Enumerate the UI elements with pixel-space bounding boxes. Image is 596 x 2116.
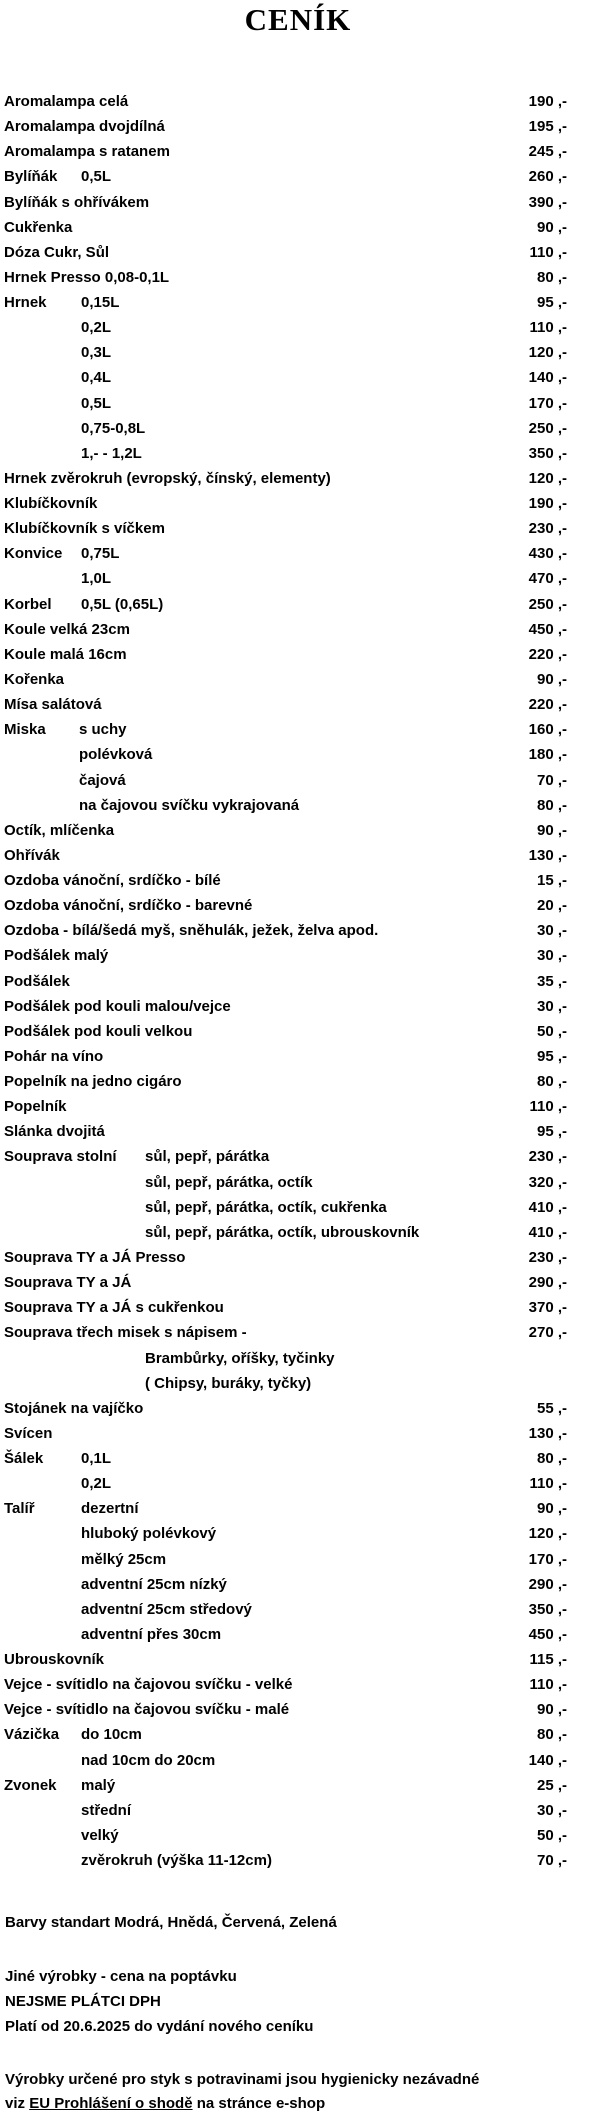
price-row xyxy=(0,1095,596,1119)
item-name: Dóza Cukr, Sůl xyxy=(4,243,110,261)
price-row xyxy=(0,517,596,541)
item-price: 50 ,- xyxy=(536,1022,567,1040)
colors-note: Barvy standart Modrá, Hnědá, Červená, Zelená xyxy=(5,1914,337,1931)
price-row xyxy=(0,1648,596,1672)
link-prefix: viz xyxy=(5,2095,26,2112)
eu-declaration-line xyxy=(5,2092,325,2116)
item-price: 110 ,- xyxy=(529,243,567,261)
item-price: 120 ,- xyxy=(528,469,567,487)
price-row xyxy=(0,392,596,416)
item-price: 110 ,- xyxy=(529,1676,567,1694)
price-row xyxy=(0,1548,596,1572)
item-variant: čajová xyxy=(79,771,126,789)
price-row xyxy=(0,542,596,566)
price-row xyxy=(0,944,596,968)
price-row xyxy=(0,869,596,893)
item-variant: 1,0L xyxy=(81,570,112,588)
item-price: 120 ,- xyxy=(528,1525,567,1543)
item-price: 55 ,- xyxy=(536,1399,567,1417)
item-price: 170 ,- xyxy=(528,1550,567,1568)
item-name: Ohřívák xyxy=(4,846,60,864)
item-name: Aromalampa celá xyxy=(4,93,129,110)
price-row xyxy=(0,1723,596,1747)
item-variant: 0,3L xyxy=(81,344,112,362)
price-row xyxy=(0,1623,596,1647)
item-price: 350 ,- xyxy=(528,1600,567,1618)
item-variant: 0,75-0,8L xyxy=(81,419,146,437)
item-name: Konvice xyxy=(4,545,63,563)
price-row xyxy=(0,316,596,340)
item-variant: 0,2L xyxy=(81,1475,112,1493)
item-variant: sůl, pepř, párátka, octík xyxy=(145,1173,313,1191)
item-price: 70 ,- xyxy=(536,1852,567,1870)
price-row xyxy=(0,1372,596,1396)
price-row xyxy=(0,442,596,466)
item-price: 250 ,- xyxy=(528,419,567,437)
price-row xyxy=(0,1749,596,1773)
item-price: 270 ,- xyxy=(528,1324,567,1342)
item-price: 95 ,- xyxy=(536,1123,567,1141)
item-name: Ozdoba - bílá/šedá myš, sněhulák, ježek, želva apod. xyxy=(4,922,379,940)
price-row xyxy=(0,165,596,189)
price-row xyxy=(0,216,596,240)
item-name: Souprava TY a JÁ Presso xyxy=(4,1248,186,1266)
item-name: Vejce - svítidlo na čajovou svíčku - malé xyxy=(4,1701,290,1719)
item-price: 90 ,- xyxy=(536,1701,567,1719)
item-name: Souprava stolní xyxy=(4,1148,117,1166)
price-row xyxy=(0,618,596,642)
item-name: Šálek xyxy=(4,1450,44,1468)
item-price: 220 ,- xyxy=(528,696,567,714)
price-row xyxy=(0,1196,596,1220)
item-name: Hrnek xyxy=(4,294,47,312)
item-price: 290 ,- xyxy=(528,1274,567,1292)
item-price: 110 ,- xyxy=(529,1475,567,1493)
item-variant: 0,5L (0,65L) xyxy=(81,595,164,613)
item-price: 50 ,- xyxy=(536,1826,567,1844)
price-row xyxy=(0,1472,596,1496)
item-name: Talíř xyxy=(4,1500,35,1518)
item-price: 250 ,- xyxy=(528,595,567,613)
item-price: 95 ,- xyxy=(536,294,567,312)
price-row xyxy=(0,1824,596,1848)
item-name: Souprava třech misek s nápisem - xyxy=(4,1324,247,1342)
item-name: Klubíčkovník xyxy=(4,495,98,513)
price-row xyxy=(0,894,596,918)
item-variant: Brambůrky, oříšky, tyčinky xyxy=(145,1349,335,1367)
item-name: Svícen xyxy=(4,1424,53,1442)
item-price: 230 ,- xyxy=(528,520,567,538)
price-row xyxy=(0,115,596,139)
price-row xyxy=(0,1296,596,1320)
item-price: 25 ,- xyxy=(536,1776,567,1794)
item-price: 30 ,- xyxy=(536,1801,567,1819)
item-price: 195 ,- xyxy=(528,118,567,136)
item-price: 230 ,- xyxy=(528,1148,567,1166)
item-price: 80 ,- xyxy=(536,1073,567,1091)
price-row xyxy=(0,567,596,591)
price-row xyxy=(0,1271,596,1295)
item-price: 90 ,- xyxy=(536,218,567,236)
price-row xyxy=(0,191,596,215)
item-name: Mísa salátová xyxy=(4,696,102,714)
item-name: Aromalampa s ratanem xyxy=(4,143,170,161)
other-products-note: Jiné výrobky - cena na poptávku xyxy=(5,1968,237,1985)
item-price: 70 ,- xyxy=(536,771,567,789)
item-price: 410 ,- xyxy=(528,1223,567,1241)
item-price: 190 ,- xyxy=(528,495,567,513)
price-row xyxy=(0,718,596,742)
item-name: Bylíňák s ohřívákem xyxy=(4,193,150,211)
item-variant: nad 10cm do 20cm xyxy=(81,1751,216,1769)
item-price: 90 ,- xyxy=(536,821,567,839)
item-variant: mělký 25cm xyxy=(81,1550,167,1568)
item-price: 260 ,- xyxy=(528,168,567,186)
item-price: 120 ,- xyxy=(528,344,567,362)
item-price: 430 ,- xyxy=(528,545,567,563)
item-name: Slánka dvojitá xyxy=(4,1123,105,1141)
price-row xyxy=(0,417,596,441)
item-price: 20 ,- xyxy=(536,897,567,915)
item-price: 220 ,- xyxy=(528,645,567,663)
item-variant: střední xyxy=(81,1801,132,1819)
item-variant: 0,5L xyxy=(81,394,112,412)
item-price: 170 ,- xyxy=(528,394,567,412)
item-price: 160 ,- xyxy=(528,721,567,739)
item-variant: 0,5L xyxy=(81,168,112,186)
price-row xyxy=(0,1070,596,1094)
price-row xyxy=(0,593,596,617)
item-price: 115 ,- xyxy=(529,1651,567,1669)
price-row xyxy=(0,241,596,265)
item-price: 80 ,- xyxy=(536,1450,567,1468)
item-variant: sůl, pepř, párátka, octík, cukřenka xyxy=(145,1198,387,1216)
price-row xyxy=(0,1145,596,1169)
item-name: Ubrouskovník xyxy=(4,1651,105,1669)
hygiene-note: Výrobky určené pro styk s potravinami jsou hygienicky nezávadné xyxy=(5,2071,480,2088)
item-name: Korbel xyxy=(4,595,52,613)
price-row xyxy=(0,1321,596,1345)
price-row xyxy=(0,467,596,491)
price-row xyxy=(0,743,596,767)
item-name: Souprava TY a JÁ s cukřenkou xyxy=(4,1299,224,1317)
link-suffix: na stránce e-shop xyxy=(196,2095,326,2112)
item-price: 95 ,- xyxy=(536,1047,567,1065)
price-row xyxy=(0,1799,596,1823)
price-row xyxy=(0,266,596,290)
price-row xyxy=(0,1573,596,1597)
item-name: Koule malá 16cm xyxy=(4,645,127,663)
price-row xyxy=(0,794,596,818)
item-name: Vejce - svítidlo na čajovou svíčku - velké xyxy=(4,1676,293,1694)
price-row xyxy=(0,492,596,516)
item-variant: na čajovou svíčku vykrajovaná xyxy=(79,796,300,814)
item-variant: zvěrokruh (výška 11-12cm) xyxy=(81,1852,272,1870)
item-price: 90 ,- xyxy=(536,1500,567,1518)
item-variant: 0,2L xyxy=(81,319,112,337)
item-variant: dezertní xyxy=(81,1500,139,1518)
price-row xyxy=(0,90,596,114)
price-row xyxy=(0,1347,596,1371)
item-name: Zvonek xyxy=(4,1776,57,1794)
price-row xyxy=(0,1120,596,1144)
price-row xyxy=(0,995,596,1019)
price-row xyxy=(0,1171,596,1195)
item-variant: velký xyxy=(81,1826,119,1844)
item-price: 15 ,- xyxy=(536,872,567,890)
item-variant: malý xyxy=(81,1776,116,1794)
price-row xyxy=(0,291,596,315)
price-row xyxy=(0,1221,596,1245)
item-price: 350 ,- xyxy=(528,444,567,462)
eu-declaration-link[interactable]: EU Prohlášení o shodě xyxy=(29,2095,193,2112)
item-name: Octík, mlíčenka xyxy=(4,821,115,839)
item-name: Hrnek Presso 0,08-0,1L xyxy=(4,268,170,286)
item-price: 80 ,- xyxy=(536,796,567,814)
item-variant: adventní 25cm středový xyxy=(81,1600,252,1618)
price-row xyxy=(0,1698,596,1722)
item-name: Aromalampa dvojdílná xyxy=(4,118,165,136)
item-price: 450 ,- xyxy=(528,1625,567,1643)
price-row xyxy=(0,1422,596,1446)
item-variant: hluboký polévkový xyxy=(81,1525,217,1543)
item-price: 180 ,- xyxy=(528,746,567,764)
item-price: 90 ,- xyxy=(536,670,567,688)
item-name: Ozdoba vánoční, srdíčko - bílé xyxy=(4,872,221,890)
item-price: 390 ,- xyxy=(528,193,567,211)
item-variant: sůl, pepř, párátka, octík, ubrouskovník xyxy=(145,1223,420,1241)
price-row xyxy=(0,970,596,994)
price-row xyxy=(0,1447,596,1471)
price-row xyxy=(0,341,596,365)
item-name: Koule velká 23cm xyxy=(4,620,130,638)
price-row xyxy=(0,769,596,793)
item-price: 290 ,- xyxy=(528,1575,567,1593)
item-variant: 0,15L xyxy=(81,294,120,312)
item-price: 80 ,- xyxy=(536,268,567,286)
item-name: Kořenka xyxy=(4,670,65,688)
item-name: Hrnek zvěrokruh (evropský, čínský, elementy) xyxy=(4,469,331,487)
item-price: 245 ,- xyxy=(528,143,567,161)
item-price: 30 ,- xyxy=(536,947,567,965)
item-price: 190 ,- xyxy=(528,93,567,110)
price-row xyxy=(0,1497,596,1521)
price-row xyxy=(0,1849,596,1873)
item-name: Podšálek xyxy=(4,972,70,990)
item-price: 470 ,- xyxy=(528,570,567,588)
item-name: Podšálek malý xyxy=(4,947,109,965)
item-price: 140 ,- xyxy=(528,369,567,387)
price-row xyxy=(0,1522,596,1546)
item-name: Podšálek pod kouli velkou xyxy=(4,1022,193,1040)
item-name: Popelník xyxy=(4,1098,67,1116)
item-variant: 1,- - 1,2L xyxy=(81,444,142,462)
price-row xyxy=(0,366,596,390)
price-row xyxy=(0,919,596,943)
item-price: 80 ,- xyxy=(536,1726,567,1744)
item-name: Ozdoba vánoční, srdíčko - barevné xyxy=(4,897,253,915)
price-row xyxy=(0,643,596,667)
price-row xyxy=(0,1673,596,1697)
item-name: Bylíňák xyxy=(4,168,58,186)
price-row xyxy=(0,844,596,868)
item-price: 130 ,- xyxy=(528,1424,567,1442)
item-variant: ( Chipsy, buráky, tyčky) xyxy=(145,1374,312,1392)
price-row xyxy=(0,693,596,717)
item-name: Popelník na jedno cigáro xyxy=(4,1073,182,1091)
item-name: Pohár na víno xyxy=(4,1047,104,1065)
item-name: Souprava TY a JÁ xyxy=(4,1274,132,1292)
item-price: 30 ,- xyxy=(536,997,567,1015)
item-variant: polévková xyxy=(79,746,153,764)
item-price: 30 ,- xyxy=(536,922,567,940)
item-price: 140 ,- xyxy=(528,1751,567,1769)
item-price: 450 ,- xyxy=(528,620,567,638)
page-title: CENÍK xyxy=(244,2,352,37)
item-name: Klubíčkovník s víčkem xyxy=(4,520,165,538)
item-variant: 0,75L xyxy=(81,545,120,563)
item-variant: do 10cm xyxy=(81,1726,142,1744)
item-price: 35 ,- xyxy=(536,972,567,990)
item-variant: 0,4L xyxy=(81,369,112,387)
item-price: 110 ,- xyxy=(529,319,567,337)
item-price: 410 ,- xyxy=(528,1198,567,1216)
item-name: Cukřenka xyxy=(4,218,73,236)
item-price: 110 ,- xyxy=(529,1098,567,1116)
item-price: 370 ,- xyxy=(528,1299,567,1317)
item-name: Vázička xyxy=(4,1726,60,1744)
price-row xyxy=(0,1774,596,1798)
item-price: 230 ,- xyxy=(528,1248,567,1266)
item-name: Miska xyxy=(4,721,46,739)
item-price: 320 ,- xyxy=(528,1173,567,1191)
price-row xyxy=(0,1397,596,1421)
item-variant: 0,1L xyxy=(81,1450,112,1468)
item-name: Stojánek na vajíčko xyxy=(4,1399,144,1417)
price-row xyxy=(0,1598,596,1622)
vat-note: NEJSME PLÁTCI DPH xyxy=(5,1993,161,2010)
item-variant: s uchy xyxy=(79,721,127,739)
price-row xyxy=(0,1045,596,1069)
item-price: 130 ,- xyxy=(528,846,567,864)
item-variant: sůl, pepř, párátka xyxy=(145,1148,270,1166)
price-row xyxy=(0,819,596,843)
validity-note: Platí od 20.6.2025 do vydání nového ceníku xyxy=(5,2018,314,2035)
item-variant: adventní 25cm nízký xyxy=(81,1575,227,1593)
price-row xyxy=(0,1246,596,1270)
item-variant: adventní přes 30cm xyxy=(81,1625,222,1643)
item-name: Podšálek pod kouli malou/vejce xyxy=(4,997,231,1015)
price-row xyxy=(0,668,596,692)
price-row xyxy=(0,1020,596,1044)
price-row xyxy=(0,140,596,164)
